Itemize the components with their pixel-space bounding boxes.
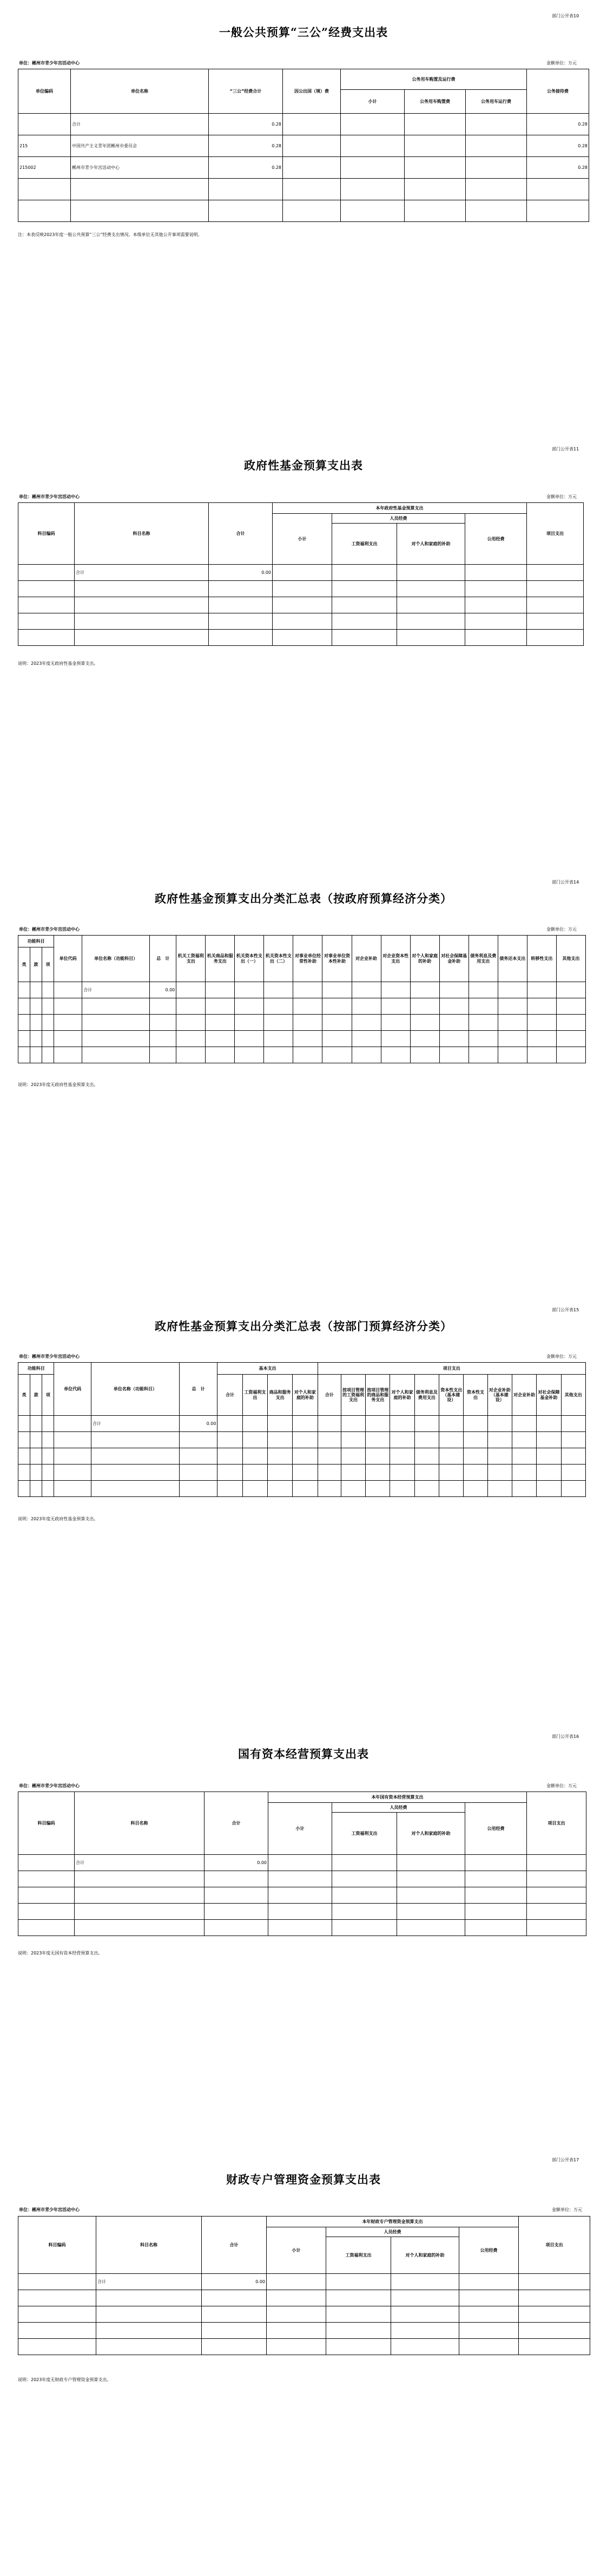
table-row xyxy=(18,597,584,613)
page-title: 政府性基金预算支出表 xyxy=(244,459,363,472)
col-unit-code: 单位编码 xyxy=(18,69,71,114)
col-total: “三公”经费合计 xyxy=(209,69,283,114)
table-row xyxy=(18,2323,590,2339)
col-reception: 公务接待费 xyxy=(527,69,589,114)
table-row xyxy=(18,1920,586,1936)
col-car-subtotal: 小计 xyxy=(341,90,405,114)
table-row xyxy=(18,630,584,646)
table-row xyxy=(18,613,584,630)
page-number: 部门公开表16 xyxy=(552,1734,579,1739)
unit-line: 单位：郴州市青少年宫活动中心 xyxy=(19,2207,80,2212)
page-number: 部门公开表15 xyxy=(552,1307,579,1312)
gov-fund-gov-econ-table: 功能科目 单位代码 单位名称（功能科目） 总 计 机关工资福利支出 机关商品和服务支出 机关资本性支出（一） 机关资本性支出（二） 对事业单位经常性补助 对事业单位资本性补助 对企业补助 对企业资本性支出 对个人和家庭的补助 对社会保障基金补助 债务利息及费用支出 债务还本支出 转移性支出 其他支出 类 款 项 合计 0.00 xyxy=(18,935,586,1063)
table-row xyxy=(18,1904,586,1920)
table-row: 合计 0.00 xyxy=(18,982,586,998)
page-title: 政府性基金预算支出分类汇总表（按政府预算经济分类） xyxy=(155,892,452,905)
unit-line: 单位：郴州市青少年宫活动中心 xyxy=(19,1354,80,1359)
table-row: 合计 0.00 xyxy=(18,2274,590,2290)
unit-line: 单位：郴州市青少年宫活动中心 xyxy=(19,1783,80,1788)
table-row xyxy=(18,1432,586,1448)
page-number: 部门公开表11 xyxy=(552,447,579,452)
col-car-group: 公务用车购置及运行费 xyxy=(341,69,527,90)
col-unit-name: 单位名称 xyxy=(71,69,209,114)
page-gov-fund-by-dept-econ xyxy=(0,1283,607,1711)
page-title: 政府性基金预算支出分类汇总表（按部门预算经济分类） xyxy=(155,1319,452,1333)
table-row xyxy=(18,2290,590,2306)
page-gov-fund-expenditure xyxy=(0,428,607,855)
table-row xyxy=(18,179,589,200)
table-row xyxy=(18,1887,586,1904)
page-gov-fund-by-gov-econ xyxy=(0,855,607,1283)
table-row: 215002 郴州市青少年宫活动中心 0.28 0.28 xyxy=(18,157,589,179)
table-note: 说明：2023年度无政府性基金预算支出。 xyxy=(18,1082,98,1087)
table-row: 215 中国共产主义青年团郴州市委员会 0.28 0.28 xyxy=(18,135,589,157)
three-public-expenses-table xyxy=(18,69,589,222)
table-note: 注：本表反映2023年度一般公共预算“三公”经费支出情况。本级单位无其他公开事项需要说明。 xyxy=(18,232,202,237)
table-row xyxy=(18,2306,590,2323)
amount-unit: 金额单位：万元 xyxy=(546,927,577,932)
gov-fund-dept-econ-table: 功能科目 单位代码 单位名称（功能科目） 总 计 基本支出 项目支出 类 款 项 合计 工资福利支出 商品和服务支出 对个人和家庭的补助 合计 按项目管理的工资福利支出 按项目管理的商品和服务支出 对个人和家庭的补助 债务利息及费用支出 资本性支出（基本建设） 资本性支出 对企业补助（基本建设） 对企业补助 对社会保障基金补助 其他支出 合计 0.00 xyxy=(18,1362,586,1497)
unit-line: 单位：郴州市青少年宫活动中心 xyxy=(19,927,80,932)
page-title: 财政专户管理资金预算支出表 xyxy=(226,2173,381,2186)
table-note: 说明：2023年度无政府性基金预算支出。 xyxy=(18,1516,98,1521)
unit-line: 单位：郴州市青少年宫活动中心 xyxy=(19,61,80,66)
col-car-purchase: 公务用车购置费 xyxy=(405,90,466,114)
page-title: 国有资本经营预算支出表 xyxy=(238,1747,369,1761)
amount-unit: 金额单位：万元 xyxy=(552,2207,582,2212)
table-row xyxy=(18,1031,586,1047)
table-row xyxy=(18,200,589,222)
page-number: 部门公开表14 xyxy=(552,880,579,885)
table-row xyxy=(18,1015,586,1031)
col-abroad: 因公出国（境）费 xyxy=(283,69,341,114)
page-three-public-expenses xyxy=(0,0,607,428)
page-state-capital-expenditure xyxy=(0,1711,607,2144)
table-row: 合计 0.28 0.28 xyxy=(18,114,589,135)
table-row xyxy=(18,1464,586,1481)
amount-unit: 金额单位：万元 xyxy=(546,494,577,499)
table-row: 合计 0.00 xyxy=(18,565,584,581)
table-row xyxy=(18,1448,586,1464)
table-note: 说明：2023年度无政府性基金预算支出。 xyxy=(18,661,98,666)
amount-unit: 金额单位：万元 xyxy=(546,1783,577,1788)
amount-unit: 金额单位：万元 xyxy=(546,61,577,66)
table-row xyxy=(18,1871,586,1887)
table-row xyxy=(18,1481,586,1497)
table-note: 说明：2023年度无国有资本经营预算支出。 xyxy=(18,1951,103,1956)
table-row: 合计 0.00 xyxy=(18,1855,586,1871)
page-number: 部门公开表10 xyxy=(552,14,579,18)
special-account-expenditure-table: 科目编码 科目名称 合计 本年财政专户管理资金预算支出 项目支出 小计 人员经费 公用经费 工资福利支出 对个人和家庭的补助 合计 0.00 xyxy=(18,2216,590,2355)
page-number: 部门公开表17 xyxy=(552,2157,579,2162)
table-row xyxy=(18,2339,590,2355)
table-row xyxy=(18,998,586,1015)
amount-unit: 金额单位：万元 xyxy=(546,1354,577,1359)
table-row xyxy=(18,581,584,597)
table-row: 合计 0.00 xyxy=(18,1416,586,1432)
page-special-account-expenditure xyxy=(0,2144,607,2576)
gov-fund-expenditure-table: 科目编码 科目名称 合计 本年政府性基金预算支出 项目支出 小计 人员经费 公用经费 工资福利支出 对个人和家庭的补助 合计 0.00 xyxy=(18,502,584,646)
state-capital-expenditure-table: 科目编码 科目名称 合计 本年国有资本经营预算支出 项目支出 小计 人员经费 公用经费 工资福利支出 对个人和家庭的补助 合计 0.00 xyxy=(18,1792,586,1936)
table-row xyxy=(18,1047,586,1063)
table-note: 说明：2023年度无财政专户管理资金预算支出。 xyxy=(18,2377,111,2382)
page-title: 一般公共预算“三公”经费支出表 xyxy=(219,25,388,39)
col-car-running: 公务用车运行费 xyxy=(466,90,527,114)
unit-line: 单位：郴州市青少年宫活动中心 xyxy=(19,494,80,499)
